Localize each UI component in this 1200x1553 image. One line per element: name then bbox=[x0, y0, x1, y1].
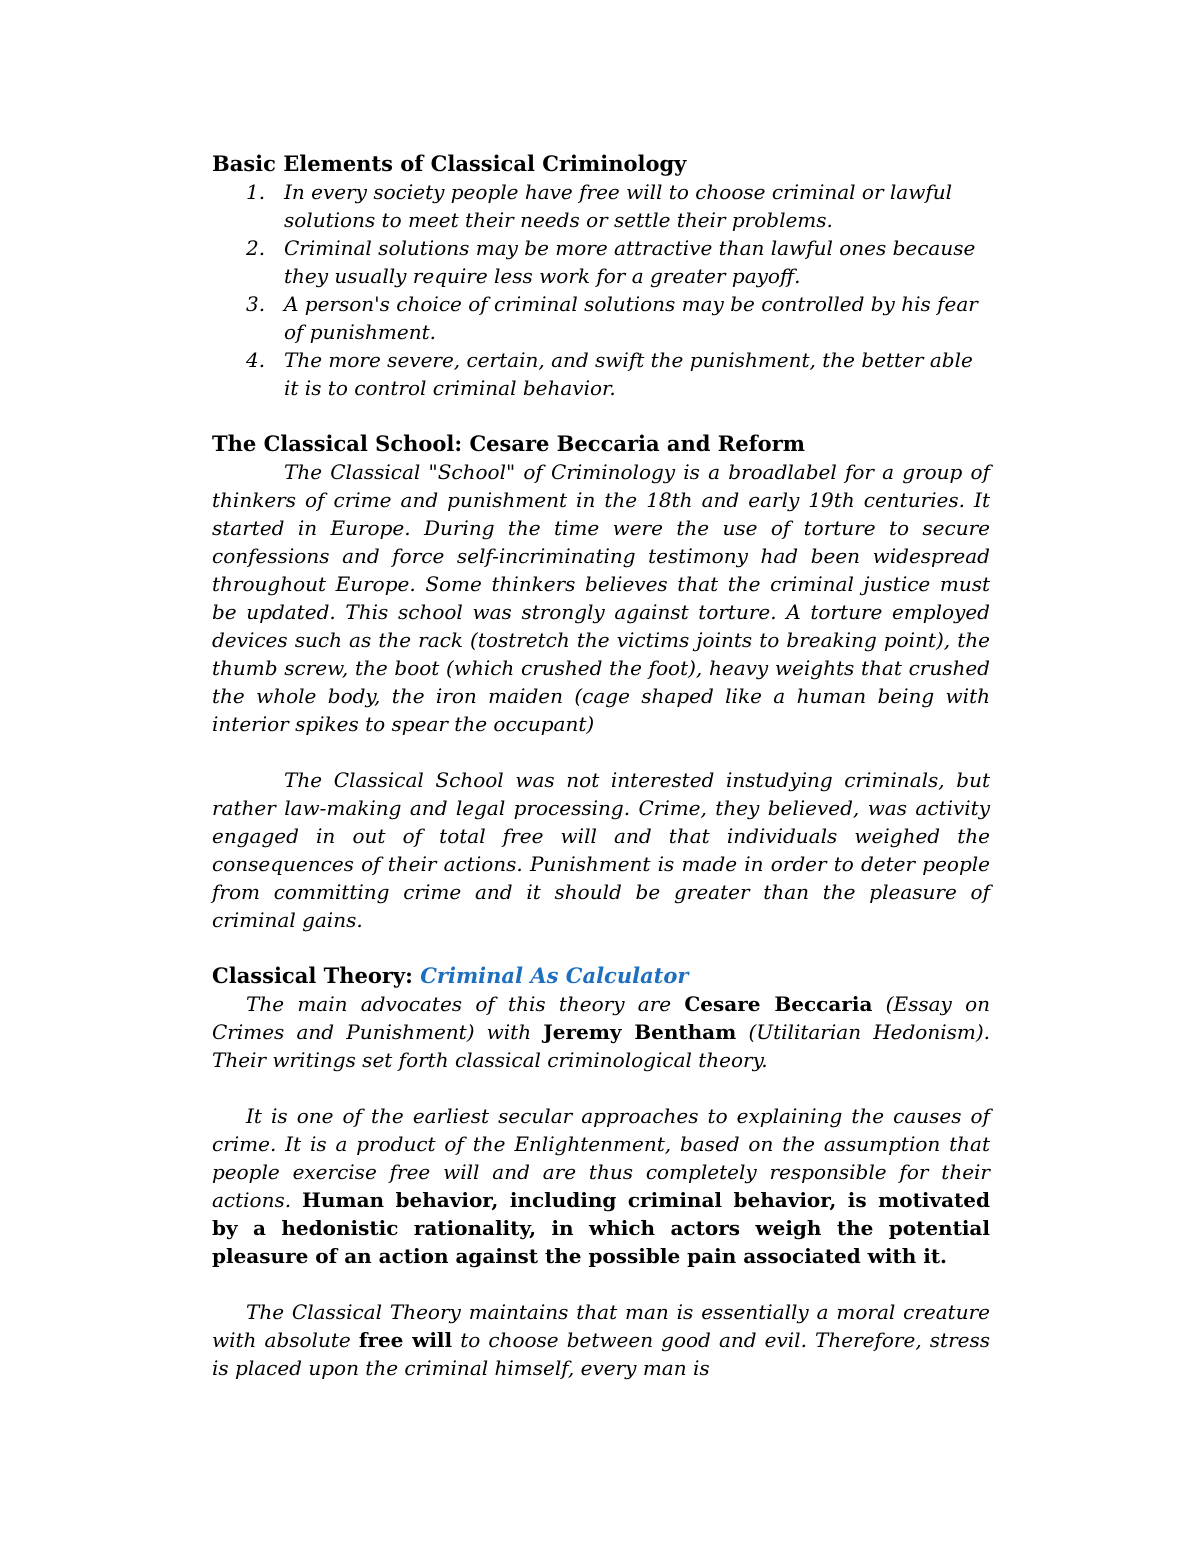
list-item: 3. A person's choice of criminal solutions may be controlled by his fear of punishment. bbox=[246, 292, 978, 344]
heading-classical-school: The Classical School: Cesare Beccaria and Reform bbox=[212, 431, 805, 456]
heading-basic-elements: Basic Elements of Classical Criminology bbox=[212, 151, 687, 176]
document-page bbox=[212, 150, 990, 1382]
spacer bbox=[212, 738, 990, 766]
spacer bbox=[212, 1270, 990, 1298]
paragraph-classical-school-1: The Classical "School" of Criminology is a broadlabel for a group of thinkers of crime and punishment in the 18th and early 19th centuries. It started in Europe. During the time were the use of torture to secure confessions and force self-incriminating testimony had been widespread throughout Europe. Some thinkers believes that the criminal justice must be updated. This school was strongly against torture. A torture employed devices such as the rack (tostretch the victims joints to breaking point), the thumb screw, the boot (which crushed the foot), heavy weights that crushed the whole body, the iron maiden (cage shaped like a human being with interior spikes to spear the occupant) bbox=[212, 460, 990, 736]
list-item: 4. The more severe, certain, and swift the punishment, the better able it is to control criminal behavior. bbox=[246, 348, 973, 400]
highlight-title: Criminal As Calculator bbox=[420, 963, 689, 988]
paragraph-advocates: The main advocates of this theory are Cesare Beccaria (Essay on Crimes and Punishment) with Jeremy Bentham (Utilitarian Hedonism). Their writings set forth classical criminological theory. bbox=[212, 992, 991, 1072]
heading-classical-theory: Classical Theory: Criminal As Calculator bbox=[212, 963, 689, 988]
spacer bbox=[212, 934, 990, 962]
elements-list bbox=[212, 178, 990, 402]
spacer bbox=[212, 1074, 990, 1102]
paragraph-secular-approach: It is one of the earliest secular approaches to explaining the causes of crime. It is a product of the Enlightenment, based on the assumption that people exercise free will and are thus completely responsible for their actions. Human behavior, including criminal behavior, is motivated by a hedonistic rationality, in which actors weigh the potential pleasure of an action against the possible pain associated with it. bbox=[212, 1104, 990, 1268]
list-item: 2. Criminal solutions may be more attractive than lawful ones because they usually require less work for a greater payoff. bbox=[246, 236, 976, 288]
paragraph-classical-school-2: The Classical School was not interested instudying criminals, but rather law-making and legal processing. Crime, they believed, was activity engaged in out of total free will and that individuals weighed the consequences of their actions. Punishment is made in order to deter people from committing crime and it should be greater than the pleasure of criminal gains. bbox=[212, 768, 990, 932]
paragraph-free-will: The Classical Theory maintains that man is essentially a moral creature with absolute free will to choose between good and evil. Therefore, stress is placed upon the criminal himself, every man is bbox=[212, 1300, 990, 1380]
spacer bbox=[212, 402, 990, 430]
list-item: 1. In every society people have free will to choose criminal or lawful solutions to meet their needs or settle their problems. bbox=[246, 180, 952, 232]
